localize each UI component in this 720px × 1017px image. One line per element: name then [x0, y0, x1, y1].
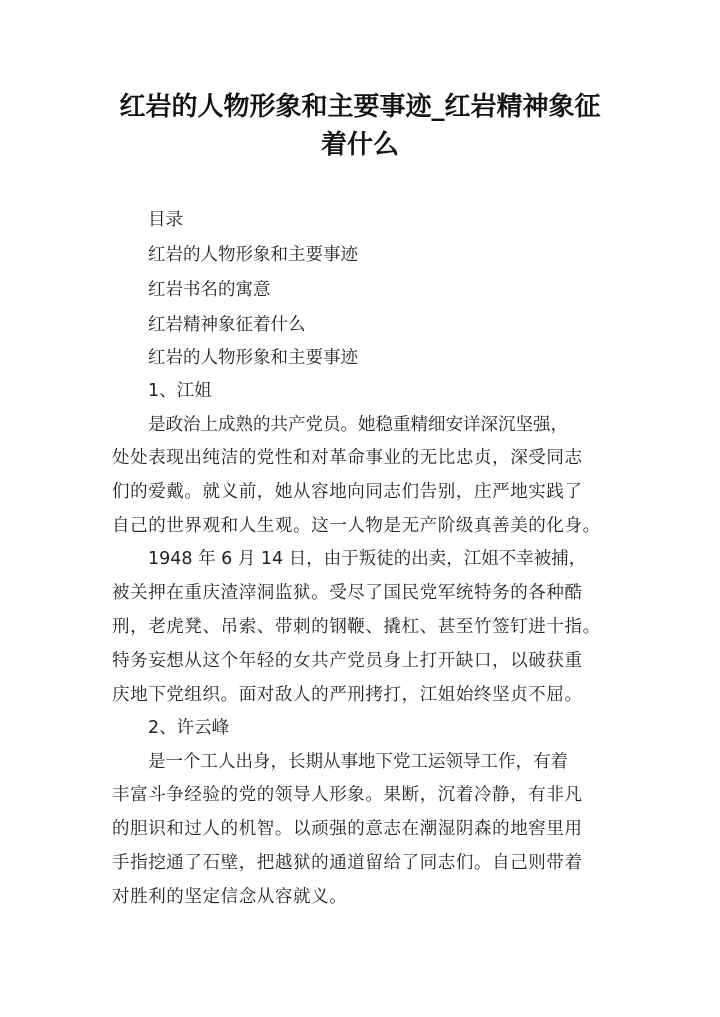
toc-item[interactable]: 红岩精神象征着什么: [148, 315, 306, 335]
paragraph-line: 庆地下党组织。面对敌人的严刑拷打，江姐始终坚贞不屈。: [112, 685, 583, 705]
paragraph-line: 是政治上成熟的共产党员。她稳重精细安详深沉坚强，: [148, 415, 568, 435]
paragraph-line: 刑，老虎凳、吊索、带刺的钢鞭、撬杠、甚至竹签钉进十指。: [112, 617, 601, 637]
toc-heading: 目录: [148, 210, 183, 230]
toc-item[interactable]: 红岩的人物形象和主要事迹: [148, 245, 358, 265]
paragraph-line: 是一个工人出身，长期从事地下党工运领导工作，有着: [148, 752, 568, 772]
title-line-2: 着什么: [320, 130, 399, 160]
paragraph-line: 的胆识和过人的机智。以顽强的意志在潮湿阴森的地窖里用: [112, 819, 583, 839]
person-heading: 2、许云峰: [148, 718, 230, 738]
toc-item[interactable]: 红岩书名的寓意: [148, 280, 271, 300]
paragraph-line: 自己的世界观和人生观。这一人物是无产阶级真善美的化身。: [112, 516, 601, 536]
paragraph-line: 特务妄想从这个年轻的女共产党员身上打开缺口，以破获重: [112, 651, 583, 671]
paragraph-line: 们的爱戴。就义前，她从容地向同志们告别，庄严地实践了: [112, 482, 583, 502]
paragraph-line: 对胜利的坚定信念从容就义。: [112, 887, 348, 907]
person-heading: 1、江姐: [148, 381, 212, 401]
document-title: [60, 88, 660, 164]
title-line-1: 红岩的人物形象和主要事迹_红岩精神象征: [119, 92, 601, 122]
paragraph-line: 被关押在重庆渣滓洞监狱。受尽了国民党军统特务的各种酷: [112, 583, 583, 603]
paragraph-line: 处处表现出纯洁的党性和对革命事业的无比忠贞，深受同志: [112, 448, 583, 468]
paragraph-line: 手指挖通了石壁，把越狱的通道留给了同志们。自己则带着: [112, 853, 583, 873]
section-heading: 红岩的人物形象和主要事迹: [148, 348, 358, 368]
paragraph-line: 1948 年 6 月 14 日，由于叛徒的出卖，江姐不幸被捕，: [148, 549, 587, 569]
paragraph-line: 丰富斗争经验的党的领导人形象。果断，沉着冷静，有非凡: [112, 785, 583, 805]
